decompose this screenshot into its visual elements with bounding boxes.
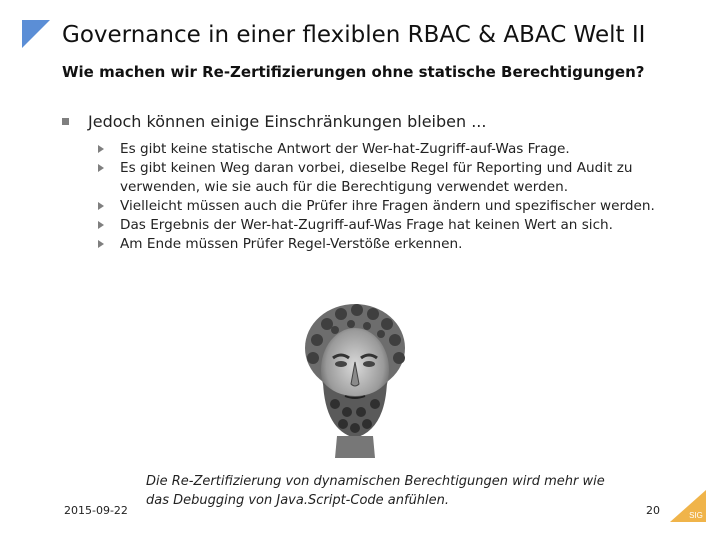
sub-point (96, 140, 706, 159)
sub-point-text: Das Ergebnis der Wer-hat-Zugriff-auf-Was Frage hat keinen Wert an sich. (120, 217, 613, 233)
company-logo-icon (670, 490, 706, 522)
page-number: 20 (646, 504, 660, 517)
square-bullet-icon (62, 118, 69, 125)
slide-title: Governance in einer flexiblen RBAC & ABAC Welt II (62, 22, 646, 48)
sub-point-text: Es gibt keinen Weg daran vorbei, dieselbe Regel für Reporting und Audit zu verwenden, wie sie auch für die Berechtigung verwendet werden. (120, 160, 633, 195)
arrow-bullet-icon (98, 145, 104, 153)
sub-point-list (96, 140, 706, 254)
footer-date: 2015-09-22 (64, 504, 128, 517)
sub-point (96, 235, 706, 254)
arrow-bullet-icon (98, 202, 104, 210)
sub-point-text: Vielleicht müssen auch die Prüfer ihre Fragen ändern und spezifischer werden. (120, 198, 655, 214)
corner-triangle-icon (22, 20, 50, 48)
sub-point (96, 197, 706, 216)
slide-caption: Die Re-Zertifizierung von dynamischen Berechtigungen wird mehr wie das Debugging von Java.Script-Code anfühlen. (146, 474, 605, 508)
sub-point (96, 159, 706, 197)
arrow-bullet-icon (98, 164, 104, 172)
arrow-bullet-icon (98, 240, 104, 248)
sub-point-text: Es gibt keine statische Antwort der Wer-hat-Zugriff-auf-Was Frage. (120, 141, 570, 157)
main-point-text: Jedoch können einige Einschränkungen bleiben ... (88, 112, 487, 131)
sub-point (96, 216, 706, 235)
bust-sculpture-icon (295, 300, 415, 460)
slide-subtitle: Wie machen wir Re-Zertifizierungen ohne statische Berechtigungen? (62, 63, 645, 81)
logo-text: SIG (689, 511, 703, 520)
sub-point-text: Am Ende müssen Prüfer Regel-Verstöße erkennen. (120, 236, 463, 252)
arrow-bullet-icon (98, 221, 104, 229)
